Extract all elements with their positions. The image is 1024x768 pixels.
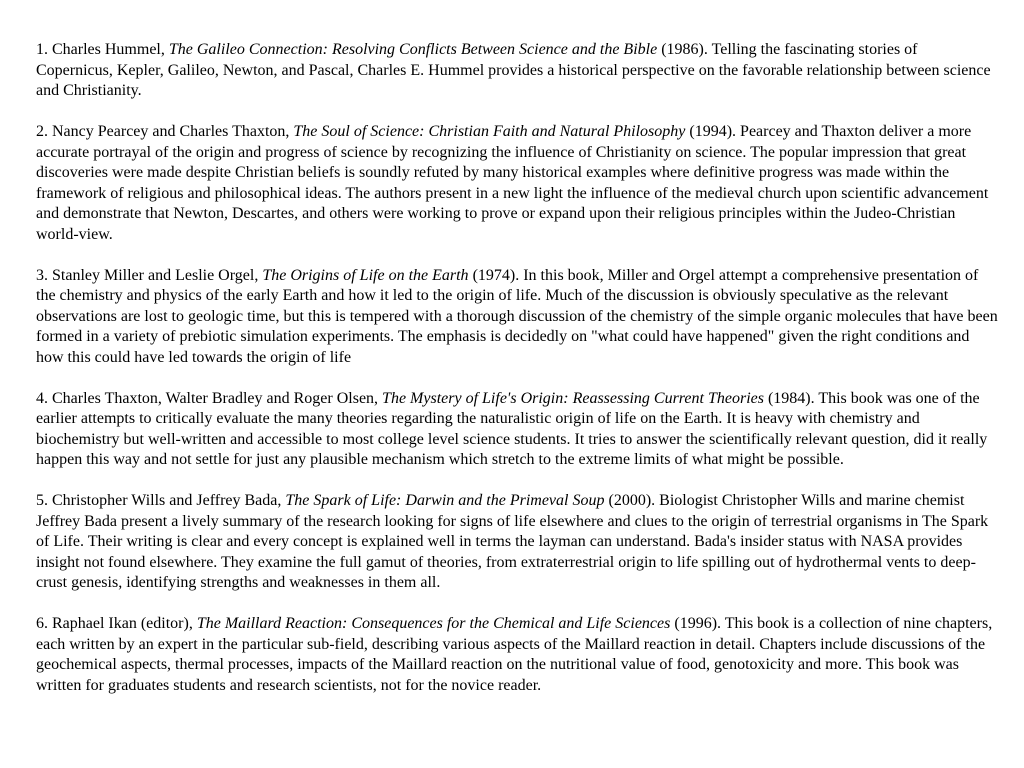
reference-entry-6 [36,614,998,696]
entry-description: (1994). Pearcey and Thaxton deliver a more accurate portrayal of the origin and progress of science by recognizing the influence of Christianity on science. The popular impression that great discoveries were made despite Christian beliefs is soundly refuted by many historical examples where definitive progress was made within the framework of religious and philosophical ideas. The authors present in a new light the influence of the medieval church upon scientific advancement and demonstrate that Newton, Descartes, and others were working to prove or expand upon their religious principles within the Judeo-Christian world-view. [36,123,989,243]
reference-list [36,40,998,717]
entry-authors: Christopher Wills and Jeffrey Bada, [52,492,282,509]
entry-authors: Nancy Pearcey and Charles Thaxton, [52,123,290,140]
entry-description: (1974). In this book, Miller and Orgel attempt a comprehensive presentation of the chemistry and physics of the early Earth and how it led to the origin of life. Much of the discussion is obviously speculative as the relevant observations are lost to geologic time, but this is tempered with a thorough discussion of the chemistry of the simple organic molecules that have been formed in a variety of prebiotic simulation experiments. The emphasis is decidedly on "what could have happened" given the right conditions and how this could have led towards the origin of life [36,266,998,366]
entry-title: The Origins of Life on the Earth [262,266,469,284]
reference-entry-5 [36,491,998,594]
entry-title: The Spark of Life: Darwin and the Primeval Soup [285,492,605,509]
entry-number: 5. [36,492,48,509]
entry-number: 6. [36,615,48,632]
entry-authors: Charles Hummel, [52,41,165,58]
reference-entry-3 [36,266,998,369]
reference-entry-2 [36,122,998,245]
entry-description: (1996). This book is a collection of nine chapters, each written by an expert in the particular sub-field, describing various aspects of the Maillard reaction in detail. Chapters include discussions of the geochemical aspects, thermal processes, impacts of the Maillard reaction on the nutritional value of food, genotoxicity and more. This book was written for graduates students and research scientists, not for the novice reader. [36,615,993,694]
reference-entry-1 [36,40,998,102]
entry-description: (2000). Biologist Christopher Wills and marine chemist Jeffrey Bada present a lively summary of the research looking for signs of life elsewhere and clues to the origin of terrestrial organisms in The Spark of Life. Their writing is clear and every concept is explained well in terms the layman can understand. Bada's insider status with NASA provides insight not found elsewhere. They examine the full gamut of theories, from extraterrestrial origin to life spilling out of hydrothermal vents to deep-crust genesis, identifying strengths and weaknesses in them all. [36,492,989,591]
entry-title: The Maillard Reaction: Consequences for the Chemical and Life Sciences [196,615,671,632]
reference-entry-4 [36,389,998,471]
entry-number: 3. [36,266,48,284]
entry-authors: Charles Thaxton, Walter Bradley and Roger Olsen, [52,389,379,407]
entry-description: (1986). Telling the fascinating stories of Copernicus, Kepler, Galileo, Newton, and Pascal, Charles E. Hummel provides a historical perspective on the favorable relationship between science and Christianity. [36,41,991,99]
entry-title: The Mystery of Life's Origin: Reassessing Current Theories [382,389,764,407]
entry-number: 4. [36,389,48,407]
entry-title: The Galileo Connection: Resolving Conflicts Between Science and the Bible [168,41,658,58]
entry-title: The Soul of Science: Christian Faith and Natural Philosophy [293,123,686,140]
entry-authors: Stanley Miller and Leslie Orgel, [52,266,259,284]
entry-number: 1. [36,41,48,58]
entry-description: (1984). This book was one of the earlier attempts to critically evaluate the many theories regarding the naturalistic origin of life on the Earth. It is heavy with chemistry and biochemistry but well-written and accessible to most college level science students. It tries to answer the scientifically relevant question, did it really happen this way and not settle for just any plausible mechanism which stretch to the extreme limits of what might be possible. [36,389,988,468]
entry-number: 2. [36,123,48,140]
entry-authors: Raphael Ikan (editor), [52,615,193,632]
